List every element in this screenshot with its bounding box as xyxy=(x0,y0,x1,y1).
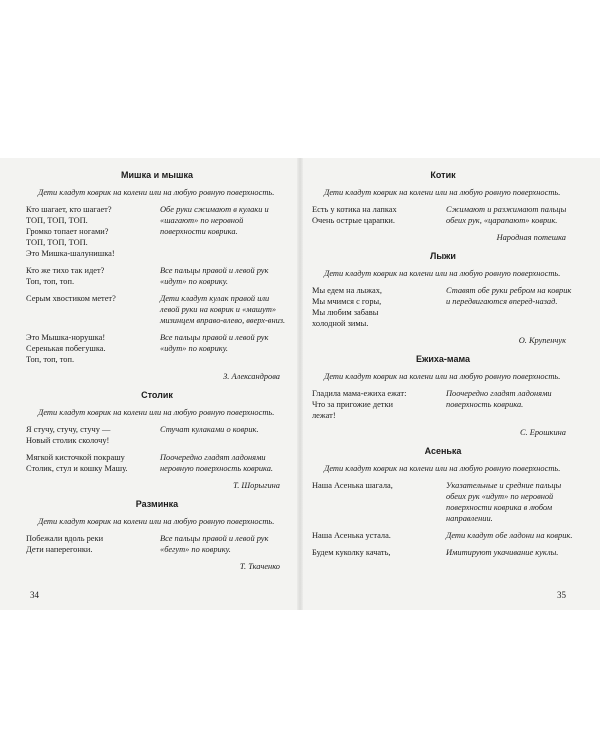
action-instruction: Все пальцы правой и левой рук «идут» по коврику. xyxy=(160,266,269,286)
action-instruction: Поочередно гладят ладонями поверхность коврика. xyxy=(446,389,552,409)
verse-text xyxy=(26,265,144,287)
section-instruction: Дети кладут коврик на колени или на любую ровную поверхность. xyxy=(324,269,561,278)
verse-line: Мы едем на лыжах, xyxy=(312,286,383,295)
verse-line: Гладила мама-ежиха ежат: xyxy=(312,389,407,398)
poem-section xyxy=(312,170,574,243)
verse-line: Новый столик сколочу! xyxy=(26,436,110,445)
verse-text xyxy=(26,424,144,446)
verse-line: Это Мишка-шалунишка! xyxy=(26,249,115,258)
author-credit: Т. Шорыгина xyxy=(233,481,280,490)
author-credit: Т. Ткаченко xyxy=(239,562,280,571)
verse-line: лежат! xyxy=(312,411,336,420)
verse-line: Это Мышка-норушка! xyxy=(26,333,106,342)
action-instruction: Дети кладут кулак правой или левой руки на коврик и «машут» мизинцем вправо-влево, вверх-вниз. xyxy=(160,294,286,325)
verse-text xyxy=(26,533,144,555)
verse-line: Будем куколку качать, xyxy=(312,548,391,557)
section-title: Разминка xyxy=(135,499,179,509)
action-instruction: Имитируют укачивание куклы. xyxy=(446,548,559,557)
section-title: Столик xyxy=(141,390,173,400)
verse-row xyxy=(312,530,574,541)
verse-line: Есть у котика на лапках xyxy=(312,205,397,214)
author-credit: О. Крупенчук xyxy=(518,336,566,345)
verse-text xyxy=(26,332,144,365)
verse-line: Я стучу, стучу, стучу — xyxy=(26,425,111,434)
poem-section xyxy=(312,354,574,438)
verse-line: Громко топает ногами? xyxy=(26,227,109,236)
verse-text xyxy=(26,204,144,259)
section-title: Котик xyxy=(430,170,456,180)
verse-line: Очень острые царапки. xyxy=(312,216,395,225)
verse-line: Столик, стул и кошку Машу. xyxy=(26,464,128,473)
verse-row xyxy=(26,424,288,446)
verse-line: Серенькая побегушка. xyxy=(26,344,106,353)
right-page xyxy=(312,170,574,566)
verse-line: Кто же тихо так идет? xyxy=(26,266,105,275)
section-title: Ежиха-мама xyxy=(415,354,470,364)
verse-text xyxy=(312,285,430,329)
action-instruction: Стучат кулаками о коврик. xyxy=(160,425,259,434)
author-credit: З. Александрова xyxy=(223,372,280,381)
section-instruction: Дети кладут коврик на колени или на любую ровную поверхность. xyxy=(38,517,275,526)
verse-row xyxy=(26,204,288,259)
verse-line: Серым хвостиком метет? xyxy=(26,294,116,303)
author-credit: С. Ерошкина xyxy=(519,428,566,437)
action-instruction: Дети кладут обе ладони на коврик. xyxy=(446,531,573,540)
action-instruction: Указательные и средние пальцы обеих рук «идут» по неровной поверхности коврика в любом направлении. xyxy=(446,481,562,523)
left-page xyxy=(26,170,288,580)
verse-text xyxy=(312,388,430,421)
section-title: Асенька xyxy=(424,446,462,456)
verse-text xyxy=(312,480,430,524)
verse-line: Топ, топ, топ. xyxy=(26,355,75,364)
section-instruction: Дети кладут коврик на колени или на любую ровную поверхность. xyxy=(38,188,275,197)
verse-line: холодной зимы. xyxy=(312,319,369,328)
verse-line: Наша Асенька устала. xyxy=(312,531,391,540)
section-instruction: Дети кладут коврик на колени или на любую ровную поверхность. xyxy=(38,408,275,417)
action-instruction: Обе руки сжимают в кулаки и «шагают» по неровной поверхности коврика. xyxy=(160,205,269,236)
verse-row xyxy=(312,285,574,329)
action-instruction: Все пальцы правой и левой рук «бегут» по коврику. xyxy=(160,534,269,554)
verse-row xyxy=(312,547,574,558)
section-instruction: Дети кладут коврик на колени или на любую ровную поверхность. xyxy=(324,188,561,197)
action-instruction: Все пальцы правой и левой рук «идут» по коврику. xyxy=(160,333,269,353)
poem-section xyxy=(312,251,574,346)
page-number-right: 35 xyxy=(557,590,566,600)
poem-section xyxy=(26,499,288,572)
section-title: Мишка и мышка xyxy=(121,170,193,180)
verse-line: Побежали вдоль реки xyxy=(26,534,104,543)
verse-row xyxy=(26,452,288,474)
verse-row xyxy=(26,293,288,326)
action-instruction: Сжимают и разжимают пальцы обеих рук, «царапают» коврик. xyxy=(446,205,567,225)
verse-line: Дети наперегонки. xyxy=(26,545,93,554)
verse-text xyxy=(312,547,430,558)
verse-line: ТОП, ТОП, ТОП. xyxy=(26,216,88,225)
verse-row xyxy=(312,204,574,226)
verse-line: ТОП, ТОП, ТОП. xyxy=(26,238,88,247)
action-instruction: Ставят обе руки ребром на коврик и передвигаются вперед-назад. xyxy=(446,286,572,306)
author-credit: Народная потешка xyxy=(496,233,566,242)
section-instruction: Дети кладут коврик на колени или на любую ровную поверхность. xyxy=(324,372,561,381)
verse-text xyxy=(26,452,144,474)
verse-text xyxy=(312,204,430,226)
section-title: Лыжи xyxy=(430,251,456,261)
poem-section xyxy=(26,390,288,491)
section-instruction: Дети кладут коврик на колени или на любую ровную поверхность. xyxy=(324,464,561,473)
verse-text xyxy=(312,530,430,541)
verse-row xyxy=(26,533,288,555)
verse-row xyxy=(312,480,574,524)
page-number-left: 34 xyxy=(30,590,39,600)
verse-line: Мы мчимся с горы, xyxy=(312,297,382,306)
verse-line: Наша Асенька шагала, xyxy=(312,481,393,490)
verse-text xyxy=(26,293,144,326)
verse-row xyxy=(26,332,288,365)
verse-line: Мы любим забавы xyxy=(312,308,379,317)
verse-line: Топ, топ, топ. xyxy=(26,277,75,286)
verse-row xyxy=(312,388,574,421)
verse-line: Что за пригожие детки xyxy=(312,400,394,409)
verse-line: Кто шагает, кто шагает? xyxy=(26,205,112,214)
poem-section xyxy=(26,170,288,382)
action-instruction: Поочередно гладят ладонями неровную поверхность коврика. xyxy=(160,453,274,473)
book-gutter xyxy=(297,158,303,610)
verse-row xyxy=(26,265,288,287)
verse-line: Мягкой кисточкой покрашу xyxy=(26,453,125,462)
poem-section xyxy=(312,446,574,558)
